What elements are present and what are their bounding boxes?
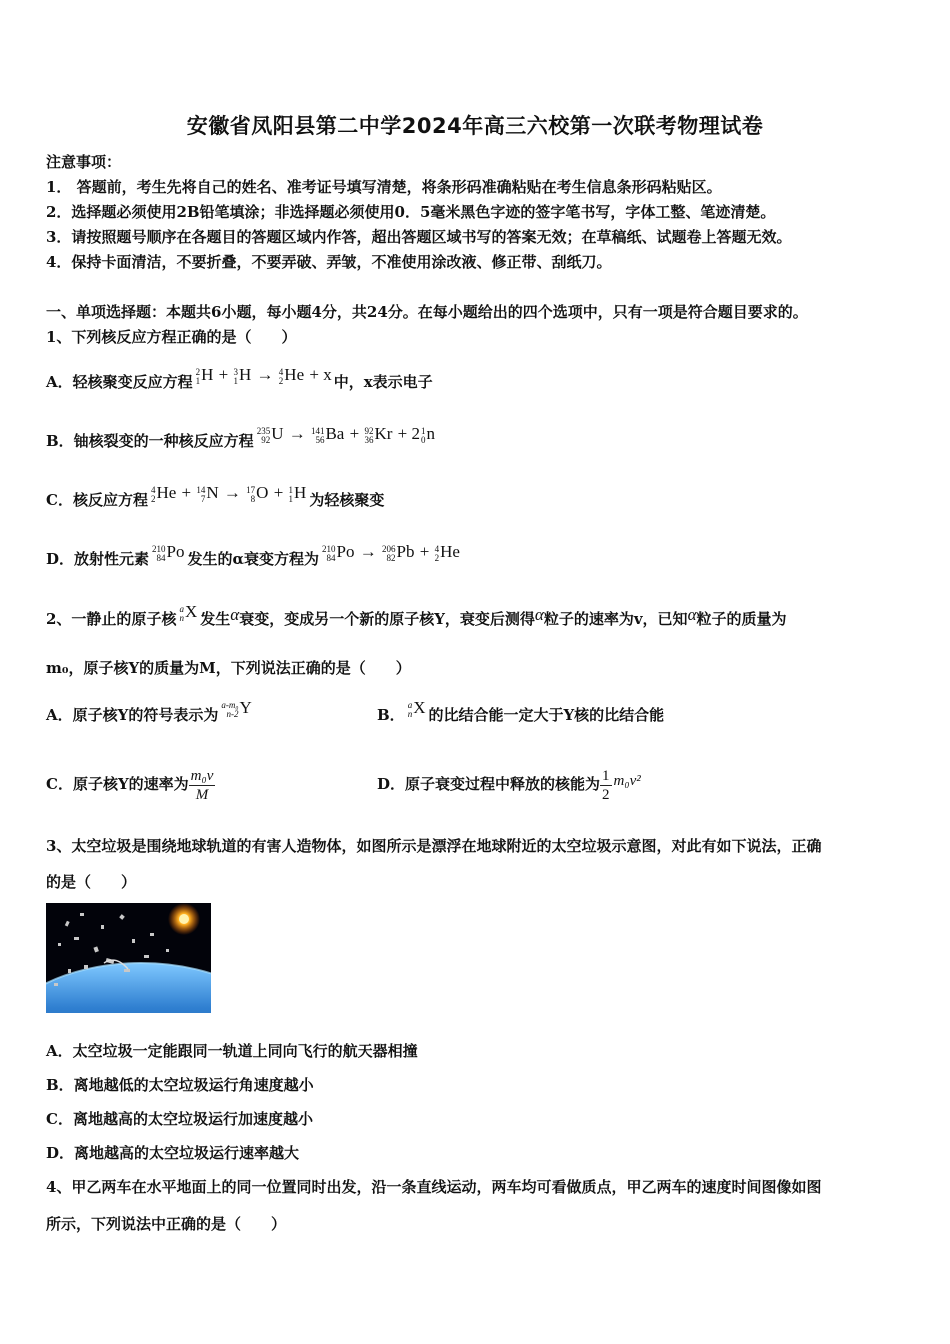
- q3-stem: 3、太空垃圾是围绕地球轨道的有害人造物体，如图所示是漂浮在地球附近的太空垃圾示意图，对此有如下说法，正确: [46, 837, 822, 855]
- notice-item-4: 4．保持卡面清洁，不要折叠，不要弄破、弄皱，不准使用涂改液、修正带、刮纸刀。: [46, 253, 612, 271]
- q1-d-text: D．放射性元素: [46, 550, 150, 568]
- page-title: 安徽省凤阳县第二中学2024年高三六校第一次联考物理试卷: [186, 114, 764, 138]
- q1-d-element: 210 84 Po: [152, 541, 185, 564]
- q1-a-text-end: 中，x表示电子: [333, 373, 433, 391]
- q1-option-d: [46, 541, 463, 570]
- q1-c-text-end: 为轻核聚变: [309, 491, 385, 509]
- q1-a-text: A．轻核聚变反应方程: [46, 373, 193, 391]
- section-heading: 一、单项选择题：本题共6小题，每小题4分，共24分。在每小题给出的四个选项中，只有一项是符合题目要求的。: [46, 303, 808, 321]
- q3-stem-line2: 的是（ ）: [46, 873, 137, 891]
- q2-stem: 2、一静止的原子核 a n X 发生α衰变，变成另一个新的原子核Y，衰变后测得α粒子的速率为v，已知α粒子的质量为: [46, 601, 787, 628]
- q4-stem-line2: 所示，下列说法中正确的是（ ）: [46, 1215, 287, 1233]
- q2-stem-line2: m₀，原子核Y的质量为M，下列说法正确的是（ ）: [46, 659, 411, 677]
- q1-d-equation: 210 84 Po → 206 82 Pb + 4 2 He: [322, 541, 460, 564]
- q2-c-fraction: $\frac{\text{m₀v}}{M}$: [190, 767, 214, 803]
- notice-item-2: 2．选择题必须使用2B铅笔填涂；非选择题必须使用0．5毫米黑色字迹的签字笔书写，字体工整、笔迹清楚。: [46, 203, 776, 221]
- q2-d-expression: m₀v²: [613, 773, 641, 789]
- q2-nucleus-x: a n X: [179, 601, 198, 624]
- q1-option-a: [46, 364, 433, 393]
- q3-option-c: C．离地越高的太空垃圾运行加速度越小: [46, 1110, 313, 1128]
- q1-b-text: B．铀核裂变的一种核反应方程: [46, 432, 254, 450]
- q1-c-equation: 4 2 He + 14 7 N → 17 8 O + 1 1 H: [150, 482, 307, 505]
- q1-c-text: C．核反应方程: [46, 491, 148, 509]
- q3-option-a: A．太空垃圾一定能跟同一轨道上同向飞行的航天器相撞: [46, 1042, 418, 1060]
- q1-stem: 1、下列核反应方程正确的是（ ）: [46, 328, 297, 346]
- q4-stem: 4、甲乙两车在水平地面上的同一位置同时出发，沿一条直线运动，两车均可看做质点，甲乙两车的速度时间图像如图: [46, 1178, 822, 1196]
- q2-b-symbol: a n X: [407, 697, 426, 720]
- q3-option-b: B．离地越低的太空垃圾运行角速度越小: [46, 1076, 314, 1094]
- notice-heading: 注意事项：: [46, 153, 122, 171]
- q1-b-equation: 235 92 U → 141 56 Ba + 92 36 Kr + 2 1 0 n: [256, 423, 435, 446]
- notice-item-3: 3．请按照题号顺序在各题目的答题区域内作答，超出答题区域书写的答案无效；在草稿纸、试题卷上答题无效。: [46, 228, 792, 246]
- q1-option-b: [46, 423, 438, 452]
- q1-a-equation: 2 1 H + 3 1 H → 4 2 He + x: [195, 364, 332, 387]
- q2-option-a: A．原子核Y的符号表示为 a-m₀ n-2 Y: [46, 697, 252, 724]
- q2-option-b: B． a n X 的比结合能一定大于Y核的比结合能: [377, 697, 665, 724]
- alpha-symbol: α: [687, 605, 697, 624]
- q1-d-text-mid: 发生的α衰变方程为: [187, 550, 320, 568]
- q3-option-d: D．离地越高的太空垃圾运行速率越大: [46, 1144, 300, 1162]
- alpha-symbol: α: [534, 605, 544, 624]
- q2-d-fraction: $\frac{1}{2}$: [602, 767, 610, 803]
- q1-option-c: [46, 482, 385, 511]
- alpha-symbol: α: [230, 605, 240, 624]
- q2-option-c: C．原子核Y的速率为 $\frac{\text{m₀v}}{M}$: [46, 767, 214, 803]
- space-debris-image: [46, 903, 211, 1013]
- q2-a-symbol: a-m₀ n-2 Y: [221, 697, 252, 720]
- notice-item-1: 1． 答题前，考生先将自己的姓名、准考证号填写清楚，将条形码准确粘贴在考生信息条形码粘贴区。: [46, 178, 722, 196]
- q2-option-d: D．原子衰变过程中释放的核能为 $\frac{1}{2}$ m₀v²: [377, 760, 643, 809]
